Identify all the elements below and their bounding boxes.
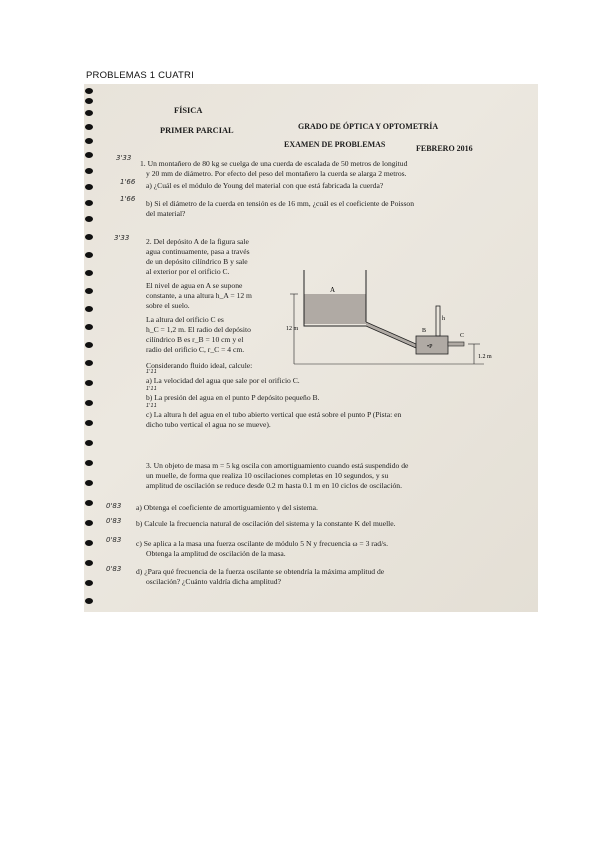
p1-line2: y 20 mm de diámetro. Por efecto del peso del montañero la cuerda se alarga 2 metros. <box>146 169 407 178</box>
p3c-line2: Obtenga la amplitud de oscilación de la masa. <box>146 549 286 558</box>
exam-type: EXAMEN DE PROBLEMAS <box>284 140 386 149</box>
outlet-c <box>448 342 464 346</box>
vertical-tube <box>436 306 440 336</box>
p2c-line1: c) La altura h del agua en el tubo abierto vertical que está sobre el punto P (Pista: en <box>146 410 402 419</box>
p1b-line1: b) Si el diámetro de la cuerda en tensión es de 16 mm, ¿cuál es el coeficiente de Poisson <box>146 199 415 208</box>
p2-mark: 3'33 <box>114 234 130 242</box>
p2-figure <box>284 264 514 374</box>
p2-intro-3: de un depósito cilíndrico B y sale <box>146 257 248 266</box>
label-h: h <box>442 316 445 322</box>
label-c: C <box>460 333 465 339</box>
p2-height-2: h_C = 1,2 m. El radio del depósito <box>146 325 251 334</box>
p1a-mark: 1'66 <box>120 178 136 186</box>
p2-consider: Considerando fluido ideal, calcule: <box>146 361 253 370</box>
p2-level-1: El nivel de agua en A se supone <box>146 281 243 290</box>
p1-line1: 1. Un montañero de 80 kg se cuelga de una cuerda de escalada de 50 metros de longitud <box>140 159 408 168</box>
p2a-text: a) La velocidad del agua que sale por el orificio C. <box>146 376 300 385</box>
p2b-mark: 1'11 <box>146 386 157 392</box>
tank-a-water <box>304 294 366 324</box>
p3-line2: un muelle, de forma que realiza 10 oscilaciones completas en 10 segundos, y su <box>146 471 389 480</box>
p2c-mark: 1'11 <box>146 403 157 409</box>
exam-sheet <box>98 84 538 612</box>
p1b-line2: del material? <box>146 209 186 218</box>
p3-line1: 3. Un objeto de masa m = 5 kg oscila con amortiguamiento cuando está suspendido de <box>146 461 409 470</box>
p2-height-4: radio del orificio C, r_C = 4 cm. <box>146 345 245 354</box>
p3a-mark: 0'83 <box>106 502 122 510</box>
label-a: A <box>330 286 336 294</box>
exam-photo <box>84 84 538 612</box>
p2a-mark: 1'11 <box>146 369 157 375</box>
label-p: •P <box>427 344 433 350</box>
binder-holes <box>84 84 96 612</box>
label-b: B <box>422 328 427 334</box>
p2-intro-1: 2. Del depósito A de la figura sale <box>146 237 249 246</box>
degree: GRADO DE ÓPTICA Y OPTOMETRÍA <box>298 122 439 131</box>
p1-mark: 3'33 <box>116 154 132 162</box>
p2b-text: b) La presión del agua en el punto P depósito pequeño B. <box>146 393 320 402</box>
p3b-text: b) Calcule la frecuencia natural de oscilación del sistema y la constante K del muelle. <box>136 519 396 528</box>
p3-line3: amplitud de oscilación se reduce desde 0.2 m hasta 0.1 m en 10 ciclos de oscilación. <box>146 481 403 490</box>
connecting-pipe <box>366 322 416 348</box>
page-header: PROBLEMAS 1 CUATRI <box>86 70 194 81</box>
subject: FÍSICA <box>174 106 203 115</box>
p2-height-3: cilíndrico B es r_B = 10 cm y el <box>146 335 244 344</box>
p2-height-1: La altura del orificio C es <box>146 315 224 324</box>
p2-intro-2: agua continuamente, pasa a través <box>146 247 250 256</box>
p2c-line2: dicho tubo vertical el agua no se mueve). <box>146 420 271 429</box>
p3c-mark: 0'83 <box>106 536 122 544</box>
p1a-text: a) ¿Cuál es el módulo de Young del material con que está fabricada la cuerda? <box>146 181 384 190</box>
dim-left-label: 12 m <box>286 326 299 332</box>
exam-date: FEBRERO 2016 <box>416 144 473 153</box>
p3c-line1: c) Se aplica a la masa una fuerza oscilante de módulo 5 N y frecuencia ω = 3 rad/s. <box>136 539 388 548</box>
p3b-mark: 0'83 <box>106 517 122 525</box>
p1b-mark: 1'66 <box>120 195 136 203</box>
p3a-text: a) Obtenga el coeficiente de amortiguamiento γ del sistema. <box>136 503 318 512</box>
dim-right-label: 1.2 m <box>478 354 492 360</box>
p3d-line2: oscilación? ¿Cuánto valdría dicha amplitud? <box>146 577 281 586</box>
partial: PRIMER PARCIAL <box>160 126 234 135</box>
p3d-line1: d) ¿Para qué frecuencia de la fuerza oscilante se obtendría la máxima amplitud de <box>136 567 385 576</box>
p3d-mark: 0'83 <box>106 565 122 573</box>
p2-intro-4: al exterior por el orificio C. <box>146 267 230 276</box>
p2-level-2: constante, a una altura h_A = 12 m <box>146 291 252 300</box>
p2-level-3: sobre el suelo. <box>146 301 190 310</box>
